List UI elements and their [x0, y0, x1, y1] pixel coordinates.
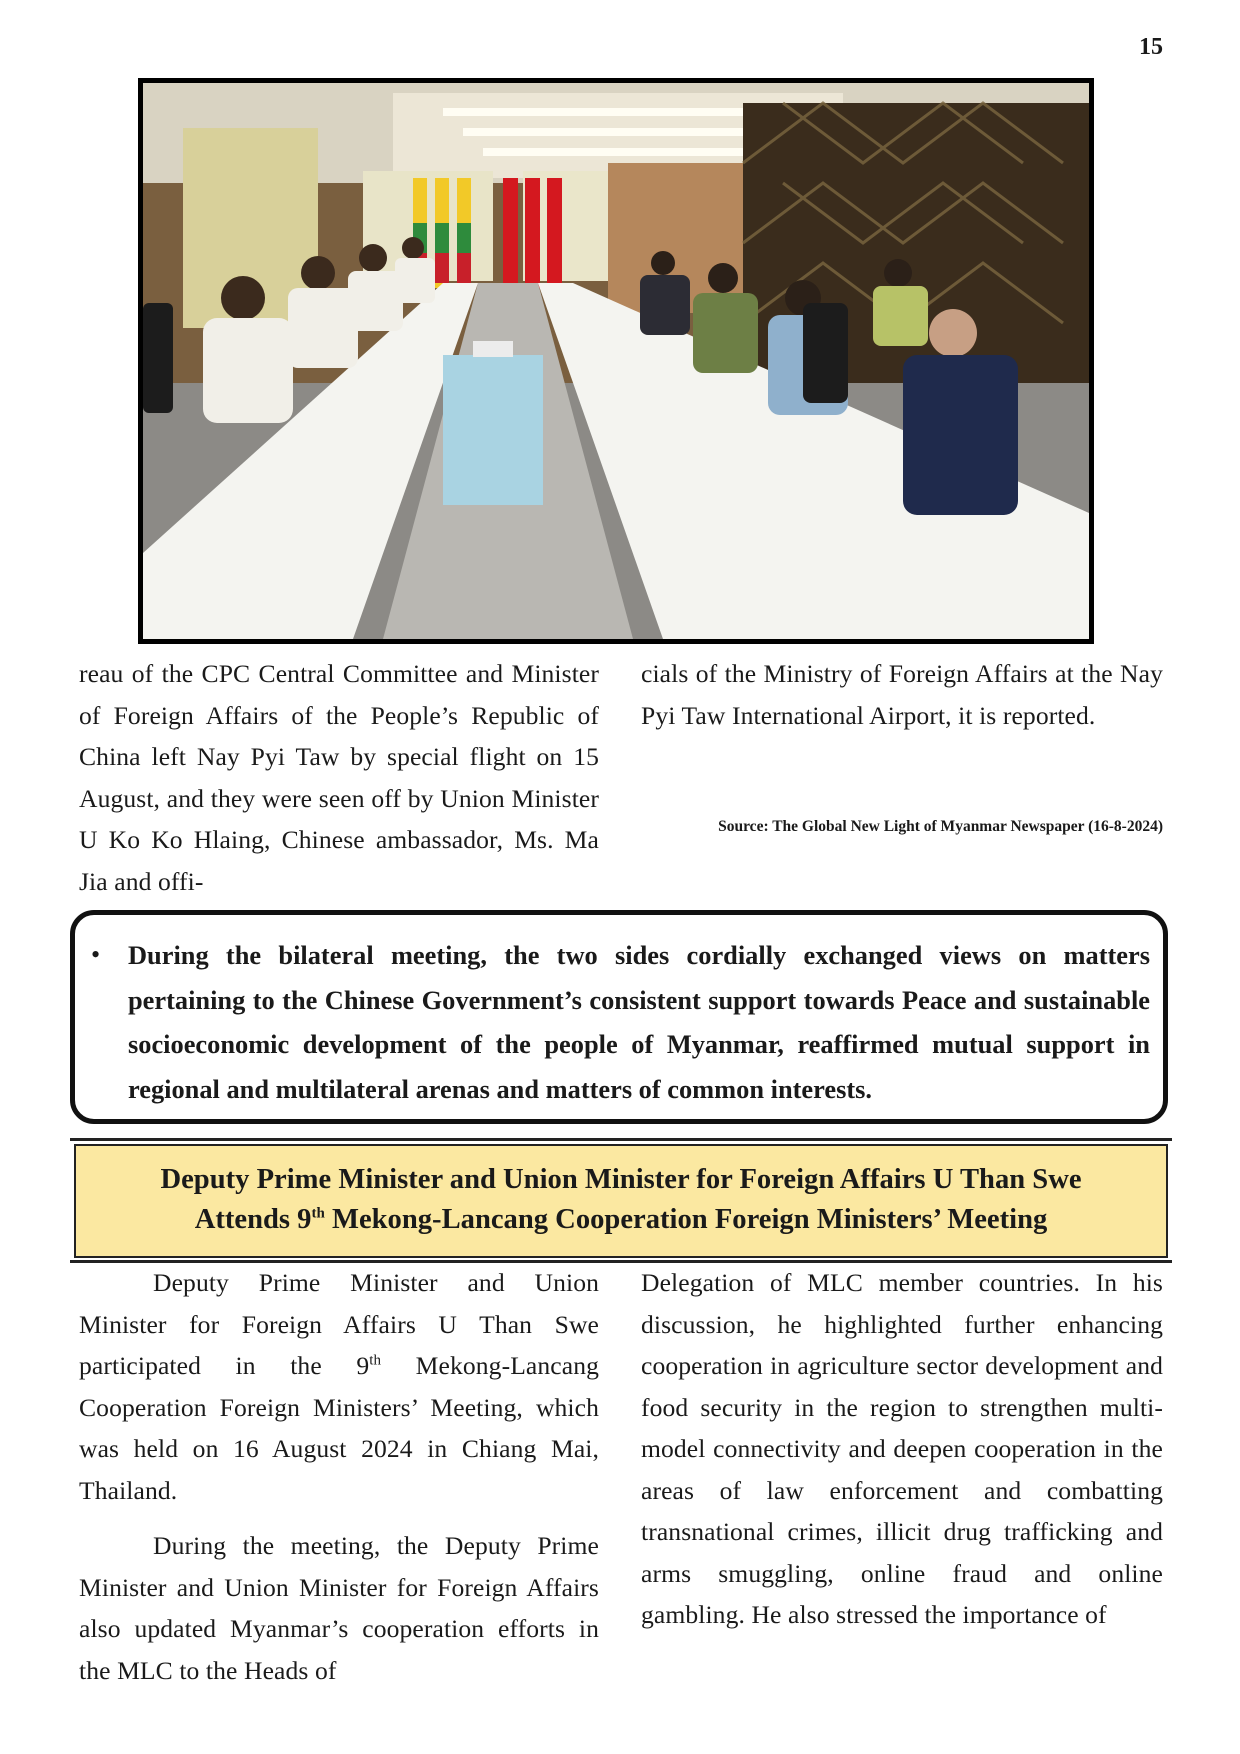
- article-right-text: Delegation of MLC member countries. In his discussion, he highlighted further enhancing cooperation in agriculture sector development and food security in the region to strengthen multi-model connectivity and deepen cooperation in the areas of law enforcement and combatting transnational crimes, illicit drug trafficking and arms smuggling, online fraud and online gambling. He also stressed the importance of: [641, 1268, 1163, 1629]
- highlight-box: [70, 910, 1168, 1124]
- headline-line-1: Deputy Prime Minister and Union Minister for Foreign Affairs U Than Swe: [160, 1164, 1082, 1195]
- meeting-room-illustration: [143, 83, 1089, 639]
- projector-stand: [443, 355, 543, 505]
- source-citation: Source: The Global New Light of Myanmar Newspaper (16-8-2024): [718, 818, 1163, 835]
- article-paragraph-2: During the meeting, the Deputy Prime Minister and Union Minister for Foreign Affairs also updated Myanmar’s cooperation efforts in the MLC to the Heads of: [79, 1531, 599, 1685]
- article-right-column: [641, 1262, 1163, 1636]
- china-flags: [503, 178, 562, 288]
- meeting-photo: [138, 78, 1094, 644]
- headline-box: [74, 1144, 1168, 1258]
- article-left-column: [79, 1262, 599, 1691]
- highlight-text: During the bilateral meeting, the two sides cordially exchanged views on matters pertaining to the Chinese Government’s consistent support towards Peace and sustainable socioeconomic development of the people of Myanmar, reaffirmed mutual support in regional and multilateral arenas and matters of common interests.: [128, 940, 1150, 1104]
- top-article-right-text: cials of the Ministry of Foreign Affairs at the Nay Pyi Taw International Airport, it is reported.: [641, 659, 1163, 730]
- top-article-right-column: [641, 653, 1163, 736]
- projector: [473, 341, 513, 357]
- top-article-left-column: [79, 653, 599, 902]
- article-headline: [76, 1160, 1166, 1240]
- page-number: 15: [1139, 34, 1163, 60]
- article-paragraph-1: Deputy Prime Minister and Union Minister for Foreign Affairs U Than Swe participated in the 9th Mekong-Lancang Cooperation Foreign Ministers’ Meeting, which was held on 16 August 2024 in Chiang Mai, Thailand.: [79, 1268, 599, 1505]
- bullet-point: •: [91, 940, 101, 969]
- headline-line-2: Attends 9th Mekong-Lancang Cooperation Foreign Ministers’ Meeting: [194, 1204, 1048, 1235]
- top-article-left-text: reau of the CPC Central Committee and Minister of Foreign Affairs of the People’s Republic of China left Nay Pyi Taw by special flight on 15 August, and they were seen off by Union Minister U Ko Ko Hlaing, Chinese ambassador, Ms. Ma Jia and offi-: [79, 659, 599, 896]
